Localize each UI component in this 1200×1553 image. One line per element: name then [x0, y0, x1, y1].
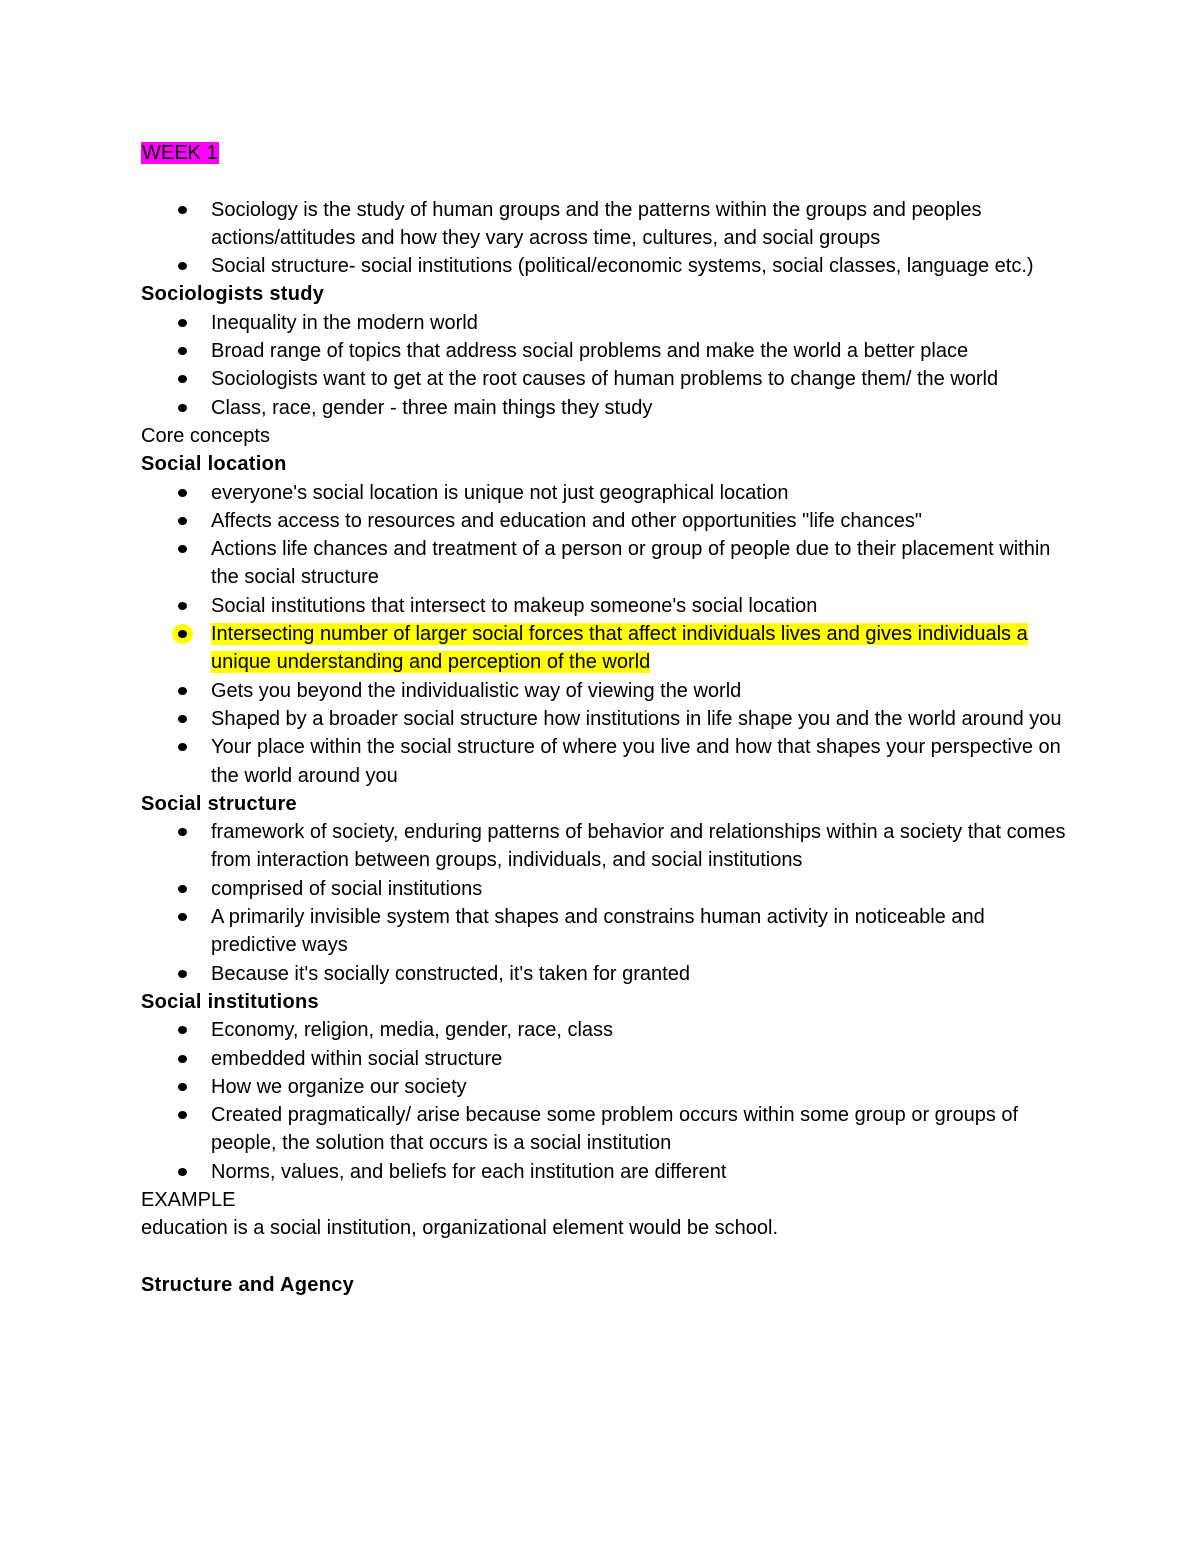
document-body — [141, 139, 1071, 1299]
list-item — [211, 365, 1071, 393]
bullet-icon — [178, 347, 187, 355]
bullet-icon — [178, 828, 187, 836]
list-item — [211, 960, 1071, 988]
example-text: education is a social institution, organizational element would be school. — [141, 1217, 779, 1240]
list-item-text: Because it's socially constructed, it's taken for granted — [211, 962, 690, 985]
list-item-text: Created pragmatically/ arise because some problem occurs within some group or groups of people, the solution that occurs is a social institution — [211, 1104, 1019, 1155]
list-item-text: How we organize our society — [211, 1075, 467, 1098]
list-item-text: Affects access to resources and education and other opportunities "life chances" — [211, 509, 922, 532]
bullet-icon — [178, 602, 187, 610]
list-item — [211, 309, 1071, 337]
social-structure-list — [141, 818, 1071, 988]
week-label: WEEK 1 — [142, 142, 218, 164]
spacer — [141, 1243, 1071, 1271]
bullet-icon — [178, 1111, 187, 1119]
list-item — [211, 1101, 1071, 1158]
bullet-icon — [178, 630, 187, 638]
list-item — [211, 196, 1071, 253]
list-item — [211, 592, 1071, 620]
bullet-icon — [178, 206, 187, 214]
list-item — [211, 535, 1071, 592]
list-item-text: Your place within the social structure of where you live and how that shapes your perspective on the world around you — [211, 736, 1061, 787]
week-title-line — [141, 139, 1071, 167]
sociologists-study-list — [141, 309, 1071, 422]
bullet-icon — [178, 687, 187, 695]
bullet-icon — [178, 913, 187, 921]
bullet-icon — [178, 743, 187, 751]
list-item-text: embedded within social structure — [211, 1047, 503, 1070]
sociologists-study-heading: Sociologists study — [141, 283, 325, 306]
social-institutions-list — [141, 1016, 1071, 1186]
bullet-icon — [178, 404, 187, 412]
list-item — [211, 337, 1071, 365]
bullet-icon — [178, 885, 187, 893]
list-item — [211, 677, 1071, 705]
list-item-text: Norms, values, and beliefs for each institution are different — [211, 1160, 727, 1183]
bullet-icon — [178, 517, 187, 525]
bullet-icon — [178, 1055, 187, 1063]
list-item — [211, 903, 1071, 960]
list-item-text: Class, race, gender - three main things they study — [211, 396, 653, 419]
core-concepts-label: Core concepts — [141, 424, 270, 447]
list-item — [211, 507, 1071, 535]
intro-bullet-list — [141, 196, 1071, 281]
list-item — [211, 1158, 1071, 1186]
bullet-icon — [178, 1083, 187, 1091]
list-item-text: Broad range of topics that address social problems and make the world a better place — [211, 340, 969, 363]
spacer — [141, 167, 1071, 195]
bullet-icon — [178, 375, 187, 383]
list-item — [211, 394, 1071, 422]
structure-agency-heading: Structure and Agency — [141, 1273, 355, 1296]
bullet-icon — [178, 545, 187, 553]
list-item — [211, 1073, 1071, 1101]
social-structure-heading: Social structure — [141, 792, 297, 815]
list-item-text: Inequality in the modern world — [211, 311, 478, 334]
list-item-text: A primarily invisible system that shapes and constrains human activity in noticeable and predictive ways — [211, 906, 985, 957]
list-item-text: Social structure- social institutions (political/economic systems, social classes, language etc.) — [211, 255, 1034, 278]
list-item — [211, 818, 1071, 875]
list-item — [211, 252, 1071, 280]
bullet-icon — [178, 319, 187, 327]
list-item — [211, 479, 1071, 507]
list-item-text: Economy, religion, media, gender, race, class — [211, 1019, 614, 1042]
list-item — [211, 733, 1071, 790]
bullet-icon — [178, 262, 187, 270]
list-item-text: Sociology is the study of human groups and the patterns within the groups and peoples actions/attitudes and how they vary across time, cultures, and social groups — [211, 198, 982, 249]
highlighted-list-item — [211, 620, 1071, 677]
list-item-text: comprised of social institutions — [211, 877, 483, 900]
bullet-icon — [178, 1026, 187, 1034]
social-location-heading: Social location — [141, 453, 287, 476]
list-item-text: Sociologists want to get at the root causes of human problems to change them/ the world — [211, 368, 999, 391]
bullet-icon — [178, 1168, 187, 1176]
list-item-text: framework of society, enduring patterns of behavior and relationships within a society that comes from interaction between groups, individuals, and social institutions — [211, 821, 1066, 872]
list-item-text: Social institutions that intersect to makeup someone's social location — [211, 594, 818, 617]
list-item-text: Actions life chances and treatment of a person or group of people due to their placement within the social structure — [211, 538, 1051, 589]
social-location-list — [141, 479, 1071, 790]
list-item-text: Gets you beyond the individualistic way of viewing the world — [211, 679, 742, 702]
social-institutions-heading: Social institutions — [141, 990, 319, 1013]
list-item-text: everyone's social location is unique not just geographical location — [211, 481, 789, 504]
list-item — [211, 1016, 1071, 1044]
list-item-text: Shaped by a broader social structure how institutions in life shape you and the world around you — [211, 707, 1062, 730]
example-label: EXAMPLE — [141, 1188, 236, 1211]
list-item — [211, 875, 1071, 903]
bullet-icon — [178, 715, 187, 723]
bullet-icon — [178, 970, 187, 978]
list-item — [211, 1045, 1071, 1073]
bullet-icon — [178, 489, 187, 497]
list-item — [211, 705, 1071, 733]
highlighted-list-item-text: Intersecting number of larger social forces that affect individuals lives and gives individuals a unique understanding and perception of the world — [211, 623, 1028, 674]
